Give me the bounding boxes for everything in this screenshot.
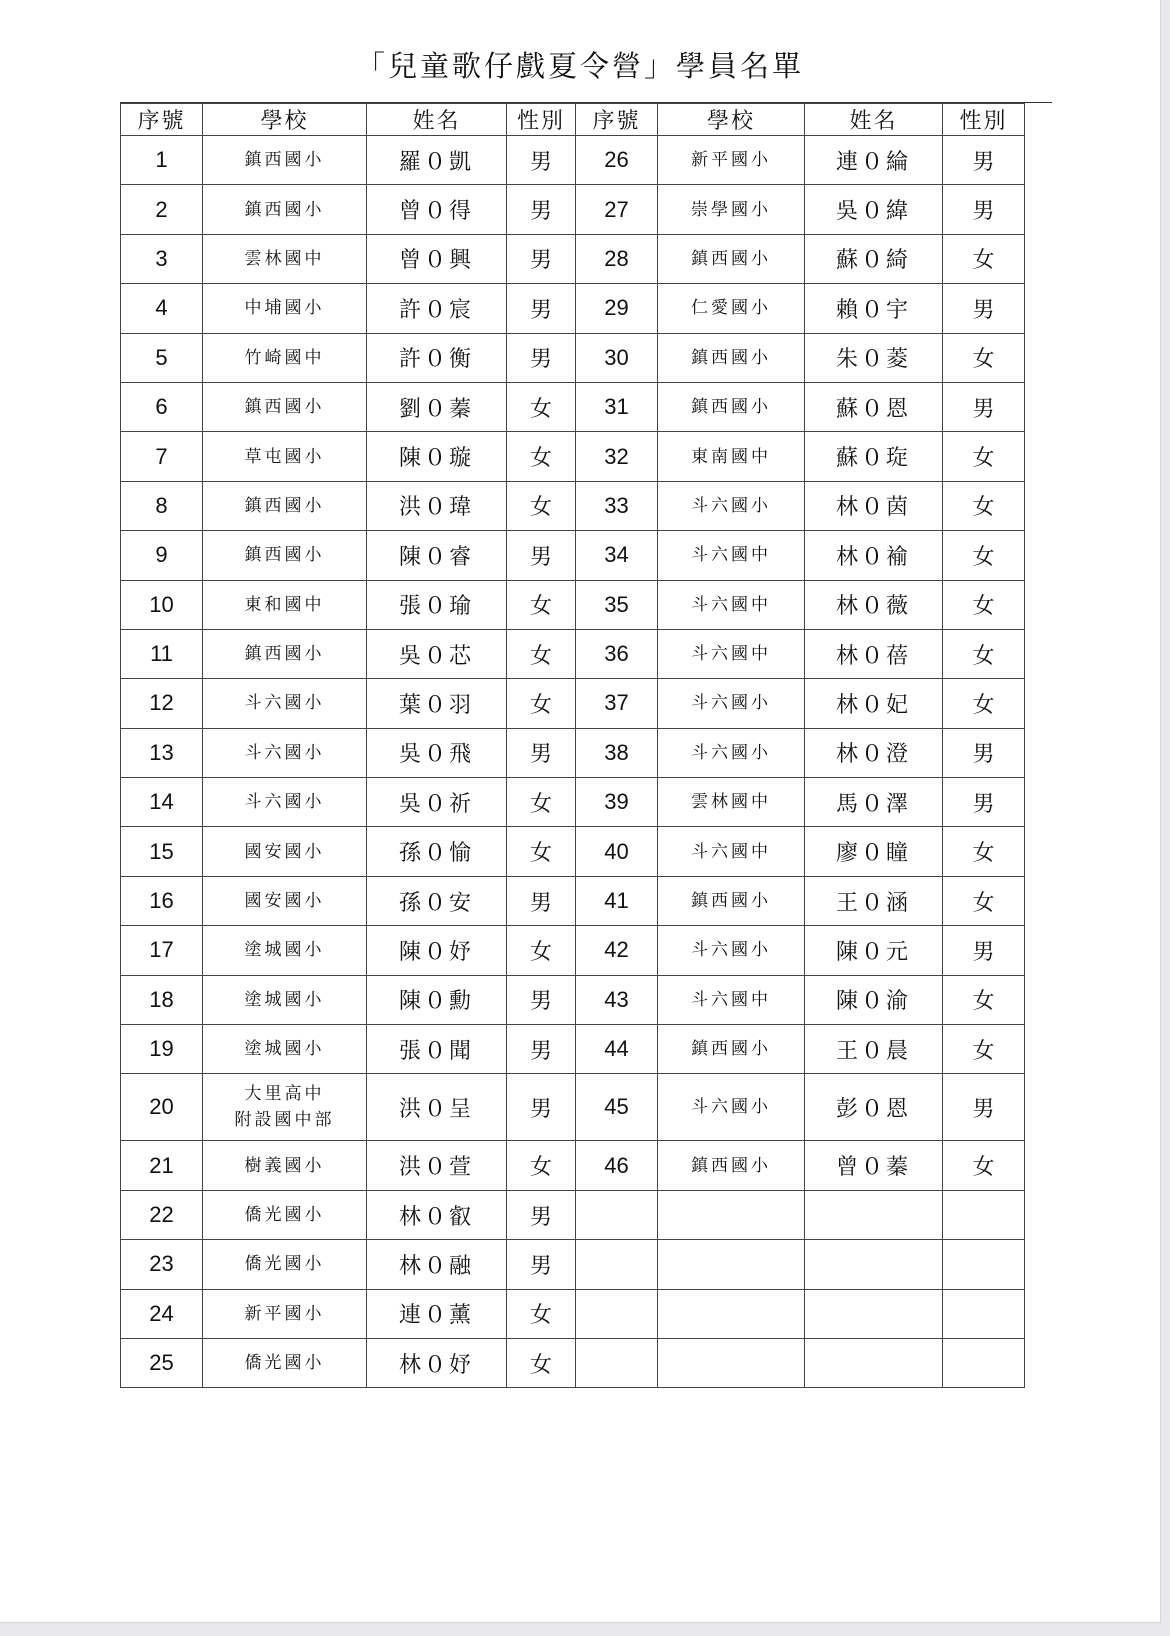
left-name-cell: 洪０呈 — [367, 1074, 507, 1141]
right-no-cell: 41 — [576, 876, 658, 925]
right-name-cell — [805, 1338, 943, 1387]
right-gender-cell: 男 — [943, 926, 1025, 975]
right-no-cell — [576, 1240, 658, 1289]
right-school-cell: 鎮西國小 — [658, 382, 805, 431]
right-gender-cell: 女 — [943, 333, 1025, 382]
right-name-cell: 林０澄 — [805, 728, 943, 777]
table-row — [121, 284, 1025, 333]
right-name-cell: 連０綸 — [805, 136, 943, 185]
right-no-cell: 35 — [576, 580, 658, 629]
left-name-cell: 吳０飛 — [367, 728, 507, 777]
left-name-cell: 陳０勳 — [367, 975, 507, 1024]
right-school-cell: 斗六國中 — [658, 975, 805, 1024]
left-name-cell: 林０融 — [367, 1240, 507, 1289]
right-name-cell — [805, 1190, 943, 1239]
left-school-cell: 斗六國小 — [203, 728, 367, 777]
left-gender-cell: 女 — [507, 778, 576, 827]
right-school-cell: 鎮西國小 — [658, 876, 805, 925]
left-school-cell: 中埔國小 — [203, 284, 367, 333]
left-name-cell: 陳０璇 — [367, 432, 507, 481]
left-school-cell: 新平國小 — [203, 1289, 367, 1338]
table-row — [121, 185, 1025, 234]
left-gender-cell: 男 — [507, 234, 576, 283]
left-no-cell: 14 — [121, 778, 203, 827]
left-name-cell: 羅０凱 — [367, 136, 507, 185]
right-school-cell: 斗六國小 — [658, 728, 805, 777]
right-name-cell: 吳０緯 — [805, 185, 943, 234]
right-gender-cell: 男 — [943, 728, 1025, 777]
left-name-cell: 劉０蓁 — [367, 382, 507, 431]
table-header-row — [121, 104, 1025, 136]
right-gender-cell: 女 — [943, 531, 1025, 580]
left-gender-cell: 男 — [507, 1190, 576, 1239]
left-no-cell: 10 — [121, 580, 203, 629]
left-school-cell: 僑光國小 — [203, 1240, 367, 1289]
left-school-cell: 鎮西國小 — [203, 185, 367, 234]
right-gender-cell: 女 — [943, 827, 1025, 876]
right-school-cell — [658, 1190, 805, 1239]
right-no-cell: 36 — [576, 629, 658, 678]
table-row — [121, 234, 1025, 283]
right-school-cell — [658, 1338, 805, 1387]
table-row — [121, 778, 1025, 827]
right-no-cell: 30 — [576, 333, 658, 382]
right-school-cell: 雲林國中 — [658, 778, 805, 827]
left-school-cell: 鎮西國小 — [203, 481, 367, 530]
right-no-cell: 40 — [576, 827, 658, 876]
left-name-cell: 林０妤 — [367, 1338, 507, 1387]
right-school-cell: 斗六國小 — [658, 481, 805, 530]
table-row — [121, 136, 1025, 185]
right-gender-cell: 男 — [943, 136, 1025, 185]
left-no-cell: 8 — [121, 481, 203, 530]
right-gender-cell: 女 — [943, 234, 1025, 283]
right-gender-cell: 女 — [943, 1141, 1025, 1190]
left-name-cell: 曾０得 — [367, 185, 507, 234]
left-no-cell: 6 — [121, 382, 203, 431]
right-gender-cell: 女 — [943, 481, 1025, 530]
right-gender-cell — [943, 1190, 1025, 1239]
right-name-cell: 陳０元 — [805, 926, 943, 975]
left-school-cell: 鎮西國小 — [203, 531, 367, 580]
left-no-cell: 20 — [121, 1074, 203, 1141]
left-gender-cell: 女 — [507, 926, 576, 975]
table-row — [121, 629, 1025, 678]
right-school-cell: 斗六國小 — [658, 679, 805, 728]
table-row — [121, 1141, 1025, 1190]
left-gender-cell: 男 — [507, 1240, 576, 1289]
right-school-cell — [658, 1240, 805, 1289]
header-school-right: 學校 — [658, 104, 805, 136]
table-row — [121, 382, 1025, 431]
right-name-cell: 林０蓓 — [805, 629, 943, 678]
right-name-cell: 賴０宇 — [805, 284, 943, 333]
left-gender-cell: 男 — [507, 185, 576, 234]
right-gender-cell: 男 — [943, 284, 1025, 333]
left-name-cell: 許０衡 — [367, 333, 507, 382]
right-school-cell: 斗六國中 — [658, 580, 805, 629]
left-gender-cell: 女 — [507, 1338, 576, 1387]
right-school-cell — [658, 1289, 805, 1338]
header-name-left: 姓名 — [367, 104, 507, 136]
right-school-cell: 崇學國小 — [658, 185, 805, 234]
left-name-cell: 許０宸 — [367, 284, 507, 333]
left-gender-cell: 女 — [507, 382, 576, 431]
table-row — [121, 728, 1025, 777]
right-gender-cell: 男 — [943, 185, 1025, 234]
left-no-cell: 15 — [121, 827, 203, 876]
table-row — [121, 1240, 1025, 1289]
left-no-cell: 21 — [121, 1141, 203, 1190]
right-name-cell: 林０妃 — [805, 679, 943, 728]
right-school-cell: 斗六國中 — [658, 827, 805, 876]
right-gender-cell: 女 — [943, 975, 1025, 1024]
left-gender-cell: 男 — [507, 1025, 576, 1074]
left-no-cell: 18 — [121, 975, 203, 1024]
right-gender-cell: 女 — [943, 876, 1025, 925]
left-gender-cell: 男 — [507, 333, 576, 382]
table-row — [121, 481, 1025, 530]
left-school-cell: 塗城國小 — [203, 1025, 367, 1074]
right-no-cell: 26 — [576, 136, 658, 185]
left-name-cell: 洪０瑋 — [367, 481, 507, 530]
left-school-cell: 鎮西國小 — [203, 382, 367, 431]
right-no-cell: 42 — [576, 926, 658, 975]
left-school-cell: 東和國中 — [203, 580, 367, 629]
right-no-cell: 43 — [576, 975, 658, 1024]
left-name-cell: 洪０萱 — [367, 1141, 507, 1190]
right-no-cell: 28 — [576, 234, 658, 283]
right-no-cell: 33 — [576, 481, 658, 530]
left-name-cell: 連０薰 — [367, 1289, 507, 1338]
left-gender-cell: 男 — [507, 1074, 576, 1141]
right-no-cell — [576, 1190, 658, 1239]
left-no-cell: 11 — [121, 629, 203, 678]
left-no-cell: 13 — [121, 728, 203, 777]
right-name-cell: 陳０渝 — [805, 975, 943, 1024]
left-name-cell: 孫０安 — [367, 876, 507, 925]
left-school-cell: 草屯國小 — [203, 432, 367, 481]
left-school-cell: 竹崎國中 — [203, 333, 367, 382]
right-no-cell: 45 — [576, 1074, 658, 1141]
right-no-cell: 27 — [576, 185, 658, 234]
left-no-cell: 25 — [121, 1338, 203, 1387]
right-school-cell: 鎮西國小 — [658, 333, 805, 382]
right-name-cell: 林０褕 — [805, 531, 943, 580]
table-row — [121, 679, 1025, 728]
right-school-cell: 鎮西國小 — [658, 1025, 805, 1074]
right-no-cell: 38 — [576, 728, 658, 777]
left-school-cell: 僑光國小 — [203, 1190, 367, 1239]
header-no-left: 序號 — [121, 104, 203, 136]
left-gender-cell: 女 — [507, 481, 576, 530]
right-name-cell: 林０茵 — [805, 481, 943, 530]
left-no-cell: 3 — [121, 234, 203, 283]
right-name-cell: 王０晨 — [805, 1025, 943, 1074]
left-no-cell: 19 — [121, 1025, 203, 1074]
right-name-cell: 蘇０綺 — [805, 234, 943, 283]
left-name-cell: 曾０興 — [367, 234, 507, 283]
table-row — [121, 926, 1025, 975]
right-school-cell: 斗六國小 — [658, 926, 805, 975]
left-name-cell: 陳０睿 — [367, 531, 507, 580]
left-no-cell: 12 — [121, 679, 203, 728]
table-row — [121, 1074, 1025, 1141]
table-row — [121, 975, 1025, 1024]
right-name-cell: 曾０蓁 — [805, 1141, 943, 1190]
table-row — [121, 531, 1025, 580]
table-row — [121, 1025, 1025, 1074]
right-name-cell: 彭０恩 — [805, 1074, 943, 1141]
left-name-cell: 吳０芯 — [367, 629, 507, 678]
left-gender-cell: 女 — [507, 827, 576, 876]
left-gender-cell: 男 — [507, 531, 576, 580]
right-school-cell: 斗六國小 — [658, 1074, 805, 1141]
left-gender-cell: 男 — [507, 284, 576, 333]
right-no-cell — [576, 1338, 658, 1387]
table-row — [121, 432, 1025, 481]
left-name-cell: 張０聞 — [367, 1025, 507, 1074]
right-school-cell: 東南國中 — [658, 432, 805, 481]
table-row — [121, 827, 1025, 876]
left-name-cell: 張０瑜 — [367, 580, 507, 629]
table-row — [121, 580, 1025, 629]
right-gender-cell: 女 — [943, 432, 1025, 481]
right-name-cell: 馬０澤 — [805, 778, 943, 827]
table-row — [121, 1289, 1025, 1338]
left-school-cell: 塗城國小 — [203, 926, 367, 975]
left-no-cell: 4 — [121, 284, 203, 333]
right-school-cell: 鎮西國小 — [658, 1141, 805, 1190]
right-no-cell: 46 — [576, 1141, 658, 1190]
left-no-cell: 1 — [121, 136, 203, 185]
right-no-cell: 39 — [576, 778, 658, 827]
left-gender-cell: 男 — [507, 876, 576, 925]
right-no-cell — [576, 1289, 658, 1338]
right-name-cell: 蘇０恩 — [805, 382, 943, 431]
table-row — [121, 1338, 1025, 1387]
left-gender-cell: 女 — [507, 1289, 576, 1338]
left-gender-cell: 男 — [507, 728, 576, 777]
right-school-cell: 新平國小 — [658, 136, 805, 185]
right-name-cell: 廖０瞳 — [805, 827, 943, 876]
left-school-cell: 斗六國小 — [203, 778, 367, 827]
left-gender-cell: 女 — [507, 432, 576, 481]
left-school-cell: 國安國小 — [203, 876, 367, 925]
left-school-cell: 斗六國小 — [203, 679, 367, 728]
page-title: 「兒童歌仔戲夏令營」學員名單 — [355, 49, 804, 83]
left-school-cell: 雲林國中 — [203, 234, 367, 283]
right-name-cell: 林０薇 — [805, 580, 943, 629]
right-name-cell — [805, 1289, 943, 1338]
right-gender-cell — [943, 1289, 1025, 1338]
left-no-cell: 2 — [121, 185, 203, 234]
left-name-cell: 孫０愉 — [367, 827, 507, 876]
right-name-cell: 王０涵 — [805, 876, 943, 925]
right-gender-cell: 女 — [943, 679, 1025, 728]
left-school-cell: 大里高中 附設國中部 — [203, 1074, 367, 1141]
left-no-cell: 7 — [121, 432, 203, 481]
left-gender-cell: 女 — [507, 580, 576, 629]
right-school-cell: 斗六國中 — [658, 531, 805, 580]
table-row — [121, 333, 1025, 382]
right-gender-cell: 男 — [943, 1074, 1025, 1141]
header-gender-left: 性別 — [507, 104, 576, 136]
right-no-cell: 29 — [576, 284, 658, 333]
right-gender-cell: 男 — [943, 778, 1025, 827]
left-gender-cell: 女 — [507, 1141, 576, 1190]
left-school-cell: 僑光國小 — [203, 1338, 367, 1387]
left-gender-cell: 女 — [507, 629, 576, 678]
left-name-cell: 林０叡 — [367, 1190, 507, 1239]
left-name-cell: 吳０祈 — [367, 778, 507, 827]
left-no-cell: 16 — [121, 876, 203, 925]
left-no-cell: 23 — [121, 1240, 203, 1289]
table-row — [121, 1190, 1025, 1239]
left-no-cell: 17 — [121, 926, 203, 975]
left-gender-cell: 男 — [507, 136, 576, 185]
left-school-cell: 塗城國小 — [203, 975, 367, 1024]
right-no-cell: 31 — [576, 382, 658, 431]
left-no-cell: 9 — [121, 531, 203, 580]
right-gender-cell: 男 — [943, 382, 1025, 431]
left-no-cell: 22 — [121, 1190, 203, 1239]
left-school-cell: 國安國小 — [203, 827, 367, 876]
left-school-cell: 鎮西國小 — [203, 136, 367, 185]
left-name-cell: 葉０羽 — [367, 679, 507, 728]
right-gender-cell: 女 — [943, 580, 1025, 629]
right-name-cell — [805, 1240, 943, 1289]
right-no-cell: 37 — [576, 679, 658, 728]
right-school-cell: 鎮西國小 — [658, 234, 805, 283]
left-no-cell: 24 — [121, 1289, 203, 1338]
right-gender-cell — [943, 1240, 1025, 1289]
left-school-cell: 樹義國小 — [203, 1141, 367, 1190]
header-school-left: 學校 — [203, 104, 367, 136]
right-school-cell: 仁愛國小 — [658, 284, 805, 333]
left-no-cell: 5 — [121, 333, 203, 382]
right-school-cell: 斗六國中 — [658, 629, 805, 678]
left-name-cell: 陳０妤 — [367, 926, 507, 975]
table-row — [121, 876, 1025, 925]
header-name-right: 姓名 — [805, 104, 943, 136]
roster-table — [120, 103, 1025, 1388]
right-gender-cell — [943, 1338, 1025, 1387]
left-gender-cell: 女 — [507, 679, 576, 728]
right-no-cell: 44 — [576, 1025, 658, 1074]
right-name-cell: 蘇０琁 — [805, 432, 943, 481]
left-school-cell: 鎮西國小 — [203, 629, 367, 678]
left-gender-cell: 男 — [507, 975, 576, 1024]
right-no-cell: 34 — [576, 531, 658, 580]
right-no-cell: 32 — [576, 432, 658, 481]
header-gender-right: 性別 — [943, 104, 1025, 136]
right-name-cell: 朱０菱 — [805, 333, 943, 382]
table-body — [121, 136, 1025, 1388]
right-gender-cell: 女 — [943, 629, 1025, 678]
header-no-right: 序號 — [576, 104, 658, 136]
right-gender-cell: 女 — [943, 1025, 1025, 1074]
